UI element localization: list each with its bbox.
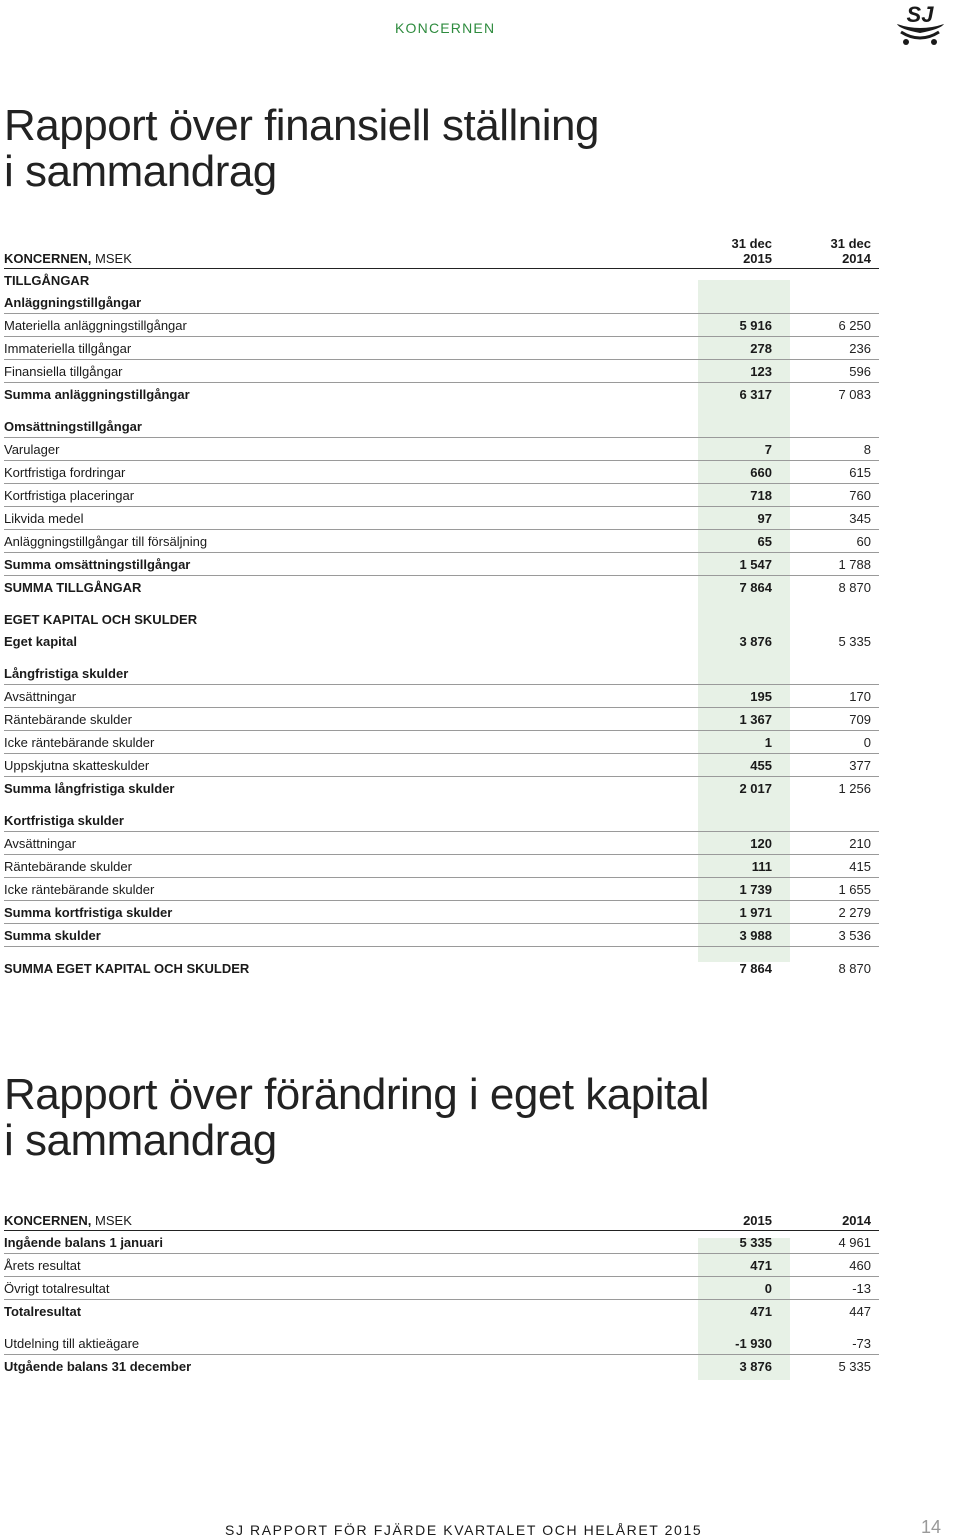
balance-sheet-table [4, 236, 879, 979]
table-row [4, 360, 879, 383]
table-row [4, 630, 879, 652]
value-2014: 415 [849, 858, 871, 874]
value-2015: 455 [750, 757, 772, 773]
table-row [4, 1231, 879, 1254]
row-label: Kortfristiga placeringar [4, 487, 135, 503]
row-label: Uppskjutna skatteskulder [4, 757, 150, 773]
value-2014: 5 335 [838, 633, 871, 649]
row-label: Ingående balans 1 januari [4, 1234, 163, 1250]
value-2015: 3 876 [739, 633, 772, 649]
value-2015: 1 739 [739, 881, 772, 897]
value-2015: 120 [750, 835, 772, 851]
row-label: Immateriella tillgångar [4, 340, 132, 356]
table-row [4, 731, 879, 754]
value-2015: 7 [764, 441, 772, 457]
row-label: Anläggningstillgångar till försäljning [4, 533, 208, 549]
row-label: Materiella anläggningstillgångar [4, 317, 187, 333]
table-row [4, 461, 879, 484]
row-label: Icke räntebärande skulder [4, 881, 155, 897]
value-2014: 709 [849, 711, 871, 727]
value-2014: 2 279 [838, 904, 871, 920]
equity-change-table [4, 1210, 879, 1377]
value-2015: 123 [750, 363, 772, 379]
table-row [4, 832, 879, 855]
value-2014: 5 335 [838, 1358, 871, 1374]
footer-text: SJ RAPPORT FÖR FJÄRDE KVARTALET OCH HELÅRET 2015 [225, 1522, 703, 1538]
row-label: Totalresultat [4, 1303, 82, 1319]
value-2015: 195 [750, 688, 772, 704]
table-row [4, 708, 879, 731]
value-2015: 2 017 [739, 780, 772, 796]
spacer-row [4, 1322, 879, 1332]
page-number: 14 [921, 1517, 942, 1537]
value-2015: 5 335 [739, 1234, 772, 1250]
equity-change-title: Rapport över förändring i eget kapital i sammandrag [4, 1070, 709, 1165]
table-row [4, 438, 879, 461]
value-2015: 1 971 [739, 904, 772, 920]
table-row [4, 1300, 879, 1322]
value-2014: 1 655 [838, 881, 871, 897]
value-2014: 210 [849, 835, 871, 851]
spacer-row [4, 947, 879, 957]
row-label: Utdelning till aktieägare [4, 1335, 140, 1351]
row-label: Räntebärande skulder [4, 858, 132, 874]
row-label: Övrigt totalresultat [4, 1280, 110, 1296]
table-row [4, 777, 879, 799]
value-2015: 471 [750, 1303, 772, 1319]
value-2014: 3 536 [838, 927, 871, 943]
spacer-row [4, 799, 879, 809]
row-label: SUMMA TILLGÅNGAR [4, 579, 142, 595]
table-row [4, 415, 879, 438]
row-label: Summa omsättningstillgångar [4, 556, 191, 572]
value-2015: 1 547 [739, 556, 772, 572]
value-2015: 3 876 [739, 1358, 772, 1374]
value-2014: 6 250 [838, 317, 871, 333]
value-2015: 0 [764, 1280, 772, 1296]
row-label: SUMMA EGET KAPITAL OCH SKULDER [4, 960, 250, 976]
row-label: Summa långfristiga skulder [4, 780, 175, 796]
table-row [4, 855, 879, 878]
value-2014: 760 [849, 487, 871, 503]
value-2015: 1 [764, 734, 772, 750]
table-row [4, 901, 879, 924]
table-row [4, 924, 879, 947]
value-2015: 1 367 [739, 711, 772, 727]
value-2014: 236 [849, 340, 871, 356]
row-label: Icke räntebärande skulder [4, 734, 155, 750]
row-label: Varulager [4, 441, 60, 457]
table-header: KONCERNEN, MSEK 31 dec 2015 31 dec 2014 [4, 236, 879, 269]
value-2014: 1 256 [838, 780, 871, 796]
value-2015: 718 [750, 487, 772, 503]
row-label: Kortfristiga fordringar [4, 464, 126, 480]
svg-text:SJ: SJ [906, 2, 934, 27]
table-row [4, 608, 879, 630]
value-2015: 278 [750, 340, 772, 356]
table-row [4, 1332, 879, 1355]
value-2015: 97 [757, 510, 772, 526]
value-2014: 1 788 [838, 556, 871, 572]
table-row [4, 337, 879, 360]
row-label: Summa kortfristiga skulder [4, 904, 173, 920]
table-row [4, 957, 879, 979]
table-row [4, 685, 879, 708]
table-row [4, 484, 879, 507]
table-row [4, 314, 879, 337]
value-2015: 65 [757, 533, 772, 549]
row-label: EGET KAPITAL OCH SKULDER [4, 611, 198, 627]
table-row [4, 662, 879, 685]
table-row [4, 269, 879, 291]
table-row [4, 530, 879, 553]
table-row [4, 553, 879, 576]
value-2015: -1 930 [735, 1335, 772, 1351]
row-label: TILLGÅNGAR [4, 272, 90, 288]
value-2015: 111 [751, 858, 772, 874]
table-row [4, 754, 879, 777]
spacer-row [4, 598, 879, 608]
spacer-row [4, 652, 879, 662]
row-label: Avsättningar [4, 835, 77, 851]
value-2014: 7 083 [838, 386, 871, 402]
value-2014: 8 [863, 441, 871, 457]
value-2014: 377 [849, 757, 871, 773]
row-label: Anläggningstillgångar [4, 294, 142, 310]
balance-sheet-title: Rapport över finansiell ställning i sammandrag [4, 101, 599, 196]
table-row [4, 383, 879, 405]
row-label: Summa anläggningstillgångar [4, 386, 190, 402]
table-row [4, 1277, 879, 1300]
table-row [4, 576, 879, 598]
value-2014: 8 870 [838, 579, 871, 595]
table-row [4, 1355, 879, 1377]
row-label: Likvida medel [4, 510, 84, 526]
value-2015: 6 317 [739, 386, 772, 402]
table-row [4, 1254, 879, 1277]
section-label: KONCERNEN [395, 20, 496, 36]
value-2014: 460 [849, 1257, 871, 1273]
spacer-row [4, 405, 879, 415]
row-label: Räntebärande skulder [4, 711, 132, 727]
row-label: Kortfristiga skulder [4, 812, 124, 828]
value-2015: 7 864 [739, 579, 772, 595]
value-2014: 4 961 [838, 1234, 871, 1250]
row-label: Långfristiga skulder [4, 665, 129, 681]
value-2014: 170 [849, 688, 871, 704]
row-label: Årets resultat [4, 1257, 81, 1273]
row-label: Avsättningar [4, 688, 77, 704]
value-2015: 7 864 [739, 960, 772, 976]
value-2015: 660 [750, 464, 772, 480]
value-2014: 60 [856, 533, 871, 549]
value-2015: 3 988 [739, 927, 772, 943]
row-label: Finansiella tillgångar [4, 363, 123, 379]
table-row [4, 809, 879, 832]
table-header: KONCERNEN, MSEK 2015 2014 [4, 1210, 879, 1231]
value-2014: 447 [849, 1303, 871, 1319]
value-2014: 596 [849, 363, 871, 379]
value-2014: -73 [852, 1335, 871, 1351]
value-2014: 8 870 [838, 960, 871, 976]
table-row [4, 878, 879, 901]
sj-logo [893, 2, 948, 48]
row-label: Eget kapital [4, 633, 77, 649]
table-row [4, 291, 879, 314]
row-label: Summa skulder [4, 927, 101, 943]
value-2015: 5 916 [739, 317, 772, 333]
row-label: Utgående balans 31 december [4, 1358, 192, 1374]
value-2015: 471 [750, 1257, 772, 1273]
value-2014: -13 [852, 1280, 871, 1296]
row-label: Omsättningstillgångar [4, 418, 142, 434]
value-2014: 0 [863, 734, 871, 750]
value-2014: 345 [849, 510, 871, 526]
table-row [4, 507, 879, 530]
value-2014: 615 [849, 464, 871, 480]
